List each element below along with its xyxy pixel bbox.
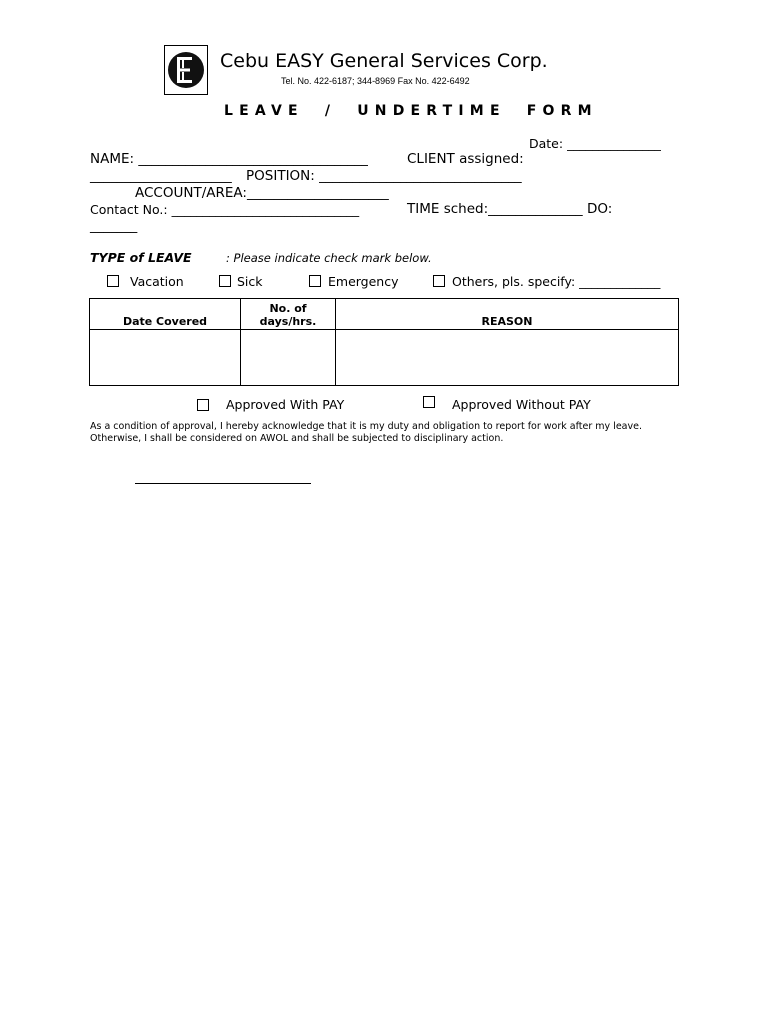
others-label: Others, pls. specify: — [452, 274, 576, 289]
name-input[interactable]: __________________________________ — [138, 151, 368, 167]
position-input[interactable]: ______________________________ — [319, 168, 522, 184]
approved-without-pay-label: Approved Without PAY — [452, 397, 591, 412]
position-label: POSITION: — [246, 168, 315, 184]
approved-without-pay-checkbox[interactable] — [423, 396, 435, 408]
days-hours-cell[interactable] — [241, 330, 336, 386]
approved-with-pay-checkbox[interactable] — [197, 399, 209, 411]
do-label: DO: — [586, 201, 613, 217]
table-row — [90, 330, 679, 386]
approved-with-pay-label: Approved With PAY — [226, 397, 345, 412]
reason-cell[interactable] — [336, 330, 679, 386]
account-input[interactable]: _____________________ — [246, 185, 389, 201]
leave-type-heading: TYPE of LEAVE — [90, 250, 192, 265]
account-field[interactable] — [135, 185, 389, 201]
company-logo — [164, 45, 208, 95]
date-field[interactable] — [529, 136, 661, 151]
vacation-label: Vacation — [130, 274, 184, 289]
contact-line: Tel. No. 422-6187; 344-8969 Fax No. 422-6492 — [281, 76, 470, 86]
vacation-checkbox[interactable] — [107, 275, 119, 287]
contact-label: Contact No.: — [90, 202, 168, 217]
time-input[interactable]: ______________ — [488, 201, 583, 217]
others-checkbox[interactable] — [433, 275, 445, 287]
leave-type-instruction: : Please indicate check mark below. — [226, 251, 432, 265]
approval-notice: As a condition of approval, I hereby acknowledge that it is my duty and obligation to report for work after my leave. Otherwise, I shall be considered on AWOL and shall be subjected to disciplinary action. — [90, 421, 642, 444]
leave-table — [89, 298, 679, 386]
signature-line[interactable] — [135, 483, 311, 484]
name-label: NAME: — [90, 151, 135, 167]
header-reason: REASON — [336, 299, 679, 330]
form-title: LEAVE / UNDERTIME FORM — [224, 103, 598, 119]
account-label: ACCOUNT/AREA: — [135, 185, 247, 201]
contact-input[interactable]: ______________________________ — [171, 202, 360, 217]
company-name: Cebu EASY General Services Corp. — [220, 50, 548, 72]
others-field[interactable] — [452, 274, 660, 289]
contact-field[interactable] — [90, 202, 359, 217]
client-input[interactable]: _____________________ — [90, 168, 232, 184]
header-date-covered: Date Covered — [90, 299, 241, 330]
emergency-label: Emergency — [328, 274, 399, 289]
date-input[interactable]: _______________ — [567, 136, 661, 151]
emergency-checkbox[interactable] — [309, 275, 321, 287]
others-input[interactable]: _____________ — [579, 274, 661, 289]
client-label: CLIENT assigned: — [407, 151, 524, 167]
position-field[interactable] — [246, 168, 522, 184]
header-days-hours: No. of days/hrs. — [241, 299, 336, 330]
time-label: TIME sched: — [407, 201, 489, 217]
name-field[interactable] — [90, 151, 368, 167]
date-covered-cell[interactable] — [90, 330, 241, 386]
sick-checkbox[interactable] — [219, 275, 231, 287]
sick-label: Sick — [237, 274, 263, 289]
table-header-row — [90, 299, 679, 330]
do-input[interactable]: _______ — [90, 218, 138, 234]
date-label: Date: — [529, 136, 564, 151]
time-field[interactable] — [407, 201, 612, 217]
